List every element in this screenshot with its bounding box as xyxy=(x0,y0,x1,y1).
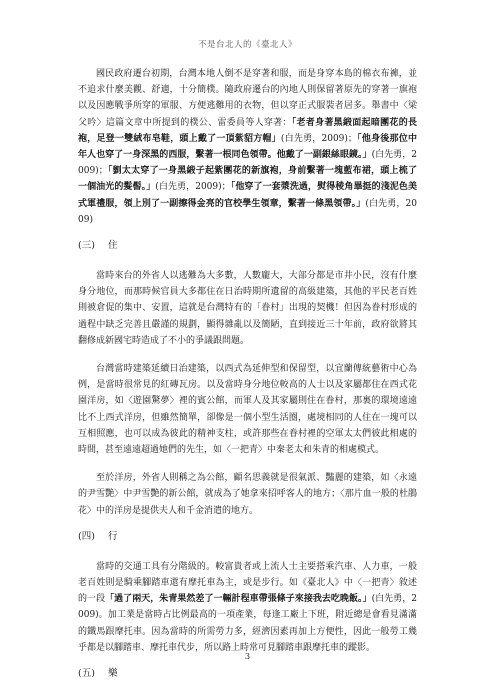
section-label: 住 xyxy=(108,240,118,252)
text-run: 台灣當時建築延續日治建築，以西式為延伸型和保留型，以宜蘭傳統藝術中心為例，是當時很常見的紅磚瓦房。以及當時身分地位較高的人士以及家屬都住在西式花園洋房，如〈遊園驚夢〉裡的賓公館，而軍人及其家屬則住在眷村，那裏的環境遠遠比不上西式洋房，但雖然簡單，卻像是一個小型生活圈，處境相同的人住在一塊可以互相照應，也可以成為彼此的精神支柱，或許那些在眷村裡的空軍太太們彼此相處的時間，甚至遠遠超過她們的先生，如〈一把青〉中秦老太和朱青的相處模式。 xyxy=(78,364,417,456)
transport-section xyxy=(78,559,417,656)
paragraph xyxy=(78,268,417,349)
text-run: 當時的交通工具有分階級的。較富貴者或上流人士主要搭乘汽車、人力車，一般老百姓則是騎乘腳踏車還有摩托車為主，或是步行。如《臺北人》中〈一把青〉敘述的一段 xyxy=(78,561,417,605)
section-heading-entertainment xyxy=(78,666,417,682)
section-number: (三) xyxy=(78,240,95,252)
running-header: 不是台北人的《臺北人》 xyxy=(197,40,297,50)
bold-quote: 「老者身著黑緞面起暗團花的長袍，足登一雙絨布皂鞋，頭上戴了一頂紫貂方帽」 xyxy=(78,117,417,144)
section-label: 樂 xyxy=(108,668,118,680)
text-run: (白先勇，2009)； xyxy=(155,182,231,193)
bold-quote: 「過了兩天，朱青果然差了一輛計程車帶張條子來接我去吃晚飯。」 xyxy=(105,594,372,605)
housing-section xyxy=(78,268,417,519)
section-number: (五) xyxy=(78,668,95,680)
paragraph xyxy=(78,559,417,656)
section-heading-housing xyxy=(78,238,417,254)
section-label: 行 xyxy=(108,530,118,542)
bold-quote: 「劉太太穿了一身黑緞子起紫團花的新旗袍，身前繫著一塊藍布裙，頭上梳了一個油光的髮髻。」 xyxy=(78,166,417,193)
text-run: (白先勇，2009)。加工業是當時占比例最高的一項產業，每逢工廠上下班，附近總是會看見滿滿的鐵馬跟摩托車。因為當時的所需勞力多，經濟因素再加上方便性，因此一般勞工幾乎都是以腳踏車、摩托車代步，所以路上時常可見腳踏車跟摩托車的蹤影。 xyxy=(78,594,417,653)
text-run: 國民政府遷台初期，台灣本地人倒不是穿著和服，而是身穿本島的棉衣布褲，並不追求什麼美觀、舒適，十分簡樸。隨政府遷台的內地人則保留著原先的穿著一旗袍以及因應戰爭所穿的軍服、方便逃難用的衣物，但以穿正式服裝者居多。舉書中〈梁父吟〉這篇文章中所提到的樸公、雷委員等人穿著： xyxy=(78,69,417,128)
paragraph xyxy=(78,66,417,228)
page-number: 3 xyxy=(244,652,251,662)
text-run: 至於洋房，外省人則稱之為公館，顧名思義就是很氣派、豔麗的建築，如〈永遠的尹雪艷〉中尹雪艷的新公館，就成為了她拿來招呼客人的地方；〈那片血一般的杜鵑花〉中的洋房是提供夫人和千金消遣的地方。 xyxy=(78,473,417,516)
paragraph xyxy=(78,470,417,519)
section-heading-transport xyxy=(78,529,417,545)
clothing-section xyxy=(78,66,417,228)
page-content xyxy=(78,66,417,696)
bold-quote: 「他穿了一套漿洗過，熨得稜角畢挺的淺泥色美式軍禮服，領上別了一副擦得金亮的官校學生領章，繫著一條黑領帶。」 xyxy=(78,182,417,209)
paragraph xyxy=(78,361,417,458)
text-run: (白先勇，2009)； xyxy=(78,150,417,177)
text-run: (白先勇，2009)； xyxy=(280,133,357,144)
section-number: (四) xyxy=(78,530,95,542)
text-run: (白先勇，2009) xyxy=(78,198,417,225)
text-run: 當時來台的外省人以逃難為大多數，人數龐大，大部分都是市井小民，沒有什麼身分地位，而那時候官員大多都住在日治時期所遺留的高級建築，其他的平民老百姓則被倉促的集中、安置，這就是台灣特有的「眷村」出現的契機！但因為眷村形成的過程中缺乏完善且嚴謹的規劃，顯得雜亂以及簡陋，直到接近三十年前，政府欲將其翻修成新國宅時造成了不小的爭議跟問題。 xyxy=(78,271,417,346)
bold-quote: 「他身後那位中年人也穿了一身深黑的西服，繫著一根同色領帶。他戴了一副銀絲眼鏡。」 xyxy=(78,133,417,161)
